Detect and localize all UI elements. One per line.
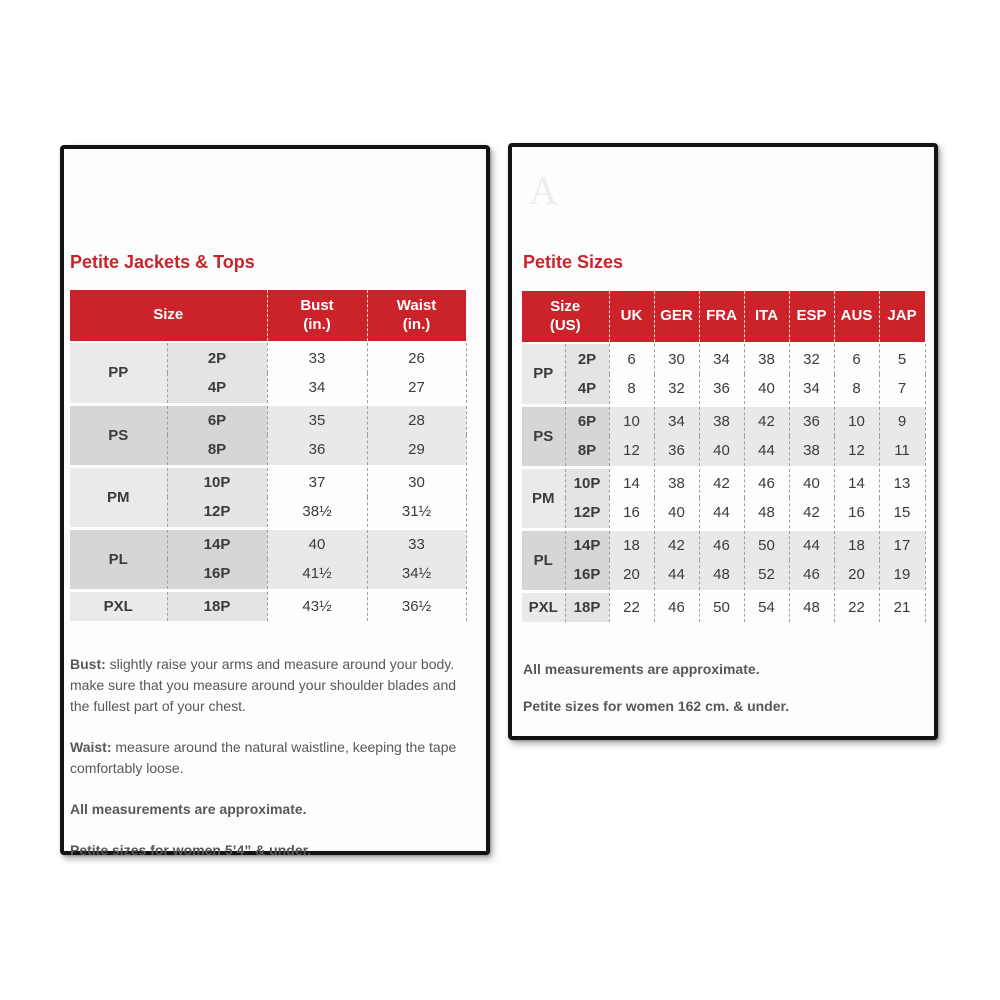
value-cell: 12 (609, 436, 654, 467)
value-cell: 26 (367, 342, 466, 373)
waist-note: Waist: measure around the natural waistline, keeping the tape comfortably loose. (70, 739, 457, 776)
value-cell: 50 (744, 529, 789, 560)
value-cell: 14 (834, 467, 879, 498)
value-cell: 50 (699, 591, 744, 622)
left-card-title: Petite Jackets & Tops (70, 252, 255, 272)
value-cell: 20 (834, 560, 879, 591)
table-row (522, 560, 925, 591)
value-cell: 5 (879, 343, 925, 374)
value-cell: 46 (654, 591, 699, 622)
value-cell: 10 (834, 405, 879, 436)
table-row (522, 467, 925, 498)
value-cell: 37 (267, 466, 367, 497)
size-cell: 8P (565, 436, 609, 467)
value-cell: 34 (699, 343, 744, 374)
value-cell: 40 (654, 498, 699, 529)
value-cell: 18 (834, 529, 879, 560)
value-cell: 14 (609, 467, 654, 498)
value-cell: 35 (267, 404, 367, 435)
watermark-letter: A (529, 168, 558, 213)
value-cell: 42 (699, 467, 744, 498)
table-row (70, 466, 466, 497)
size-cell: 6P (565, 405, 609, 436)
table-row (522, 436, 925, 467)
value-cell: 8 (609, 374, 654, 405)
table-row (70, 590, 466, 621)
value-cell: 32 (654, 374, 699, 405)
size-cell: 10P (167, 466, 267, 497)
value-cell: 44 (654, 560, 699, 591)
jackets-tops-table-header (70, 290, 466, 342)
value-cell: 22 (834, 591, 879, 622)
value-cell: 46 (744, 467, 789, 498)
petite-height-note: Petite sizes for women 5’4” & under. (70, 842, 312, 858)
value-cell: 38 (654, 467, 699, 498)
value-cell: 40 (789, 467, 834, 498)
value-cell: 44 (789, 529, 834, 560)
size-group-label: PP (522, 343, 565, 405)
size-cell: 8P (167, 435, 267, 466)
international-size-table (522, 291, 926, 622)
value-cell: 28 (367, 404, 466, 435)
value-cell: 34 (267, 373, 367, 404)
value-cell: 52 (744, 560, 789, 591)
value-cell: 38½ (267, 497, 367, 528)
value-cell: 43½ (267, 590, 367, 621)
table-row (522, 591, 925, 622)
value-cell: 16 (834, 498, 879, 529)
value-cell: 36 (789, 405, 834, 436)
col-header-size-us: Size (US) (522, 291, 609, 343)
right-card-notes (523, 659, 923, 733)
approximate-note: All measurements are approximate. (70, 801, 307, 817)
size-group-label: PS (522, 405, 565, 467)
value-cell: 36 (654, 436, 699, 467)
size-cell: 16P (167, 559, 267, 590)
value-cell: 38 (789, 436, 834, 467)
jackets-tops-size-table (70, 290, 467, 621)
value-cell: 29 (367, 435, 466, 466)
right-card-title: Petite Sizes (523, 252, 624, 272)
size-group-label: PM (70, 466, 167, 528)
table-row (70, 404, 466, 435)
value-cell: 46 (789, 560, 834, 591)
value-cell: 34 (789, 374, 834, 405)
value-cell: 15 (879, 498, 925, 529)
value-cell: 10 (609, 405, 654, 436)
value-cell: 34½ (367, 559, 466, 590)
value-cell: 36 (699, 374, 744, 405)
value-cell: 21 (879, 591, 925, 622)
petite-jackets-tops-card (60, 145, 490, 858)
value-cell: 9 (879, 405, 925, 436)
col-header-fra: FRA (699, 291, 744, 343)
size-group-label: PL (70, 528, 167, 590)
value-cell: 19 (879, 560, 925, 591)
size-cell: 14P (167, 528, 267, 559)
value-cell: 40 (744, 374, 789, 405)
petite-sizes-card (508, 143, 938, 740)
col-header-aus: AUS (834, 291, 879, 343)
value-cell: 27 (367, 373, 466, 404)
value-cell: 46 (699, 529, 744, 560)
value-cell: 44 (699, 498, 744, 529)
value-cell: 40 (699, 436, 744, 467)
left-card-notes (70, 654, 476, 881)
table-row (522, 498, 925, 529)
value-cell: 48 (744, 498, 789, 529)
international-table-header (522, 291, 925, 343)
size-cell: 18P (167, 590, 267, 621)
size-cell: 14P (565, 529, 609, 560)
value-cell: 30 (367, 466, 466, 497)
col-header-ger: GER (654, 291, 699, 343)
col-header-waist: Waist (in.) (367, 290, 466, 342)
table-row (70, 342, 466, 373)
value-cell: 20 (609, 560, 654, 591)
jackets-tops-table-body (70, 342, 466, 621)
international-table-body (522, 343, 925, 622)
col-header-jap: JAP (879, 291, 925, 343)
value-cell: 6 (609, 343, 654, 374)
table-row (522, 529, 925, 560)
value-cell: 40 (267, 528, 367, 559)
size-cell: 6P (167, 404, 267, 435)
size-group-label: PS (70, 404, 167, 466)
col-header-size: Size (70, 290, 267, 342)
value-cell: 7 (879, 374, 925, 405)
value-cell: 44 (744, 436, 789, 467)
value-cell: 11 (879, 436, 925, 467)
value-cell: 18 (609, 529, 654, 560)
value-cell: 48 (789, 591, 834, 622)
size-cell: 10P (565, 467, 609, 498)
value-cell: 17 (879, 529, 925, 560)
size-group-label: PL (522, 529, 565, 591)
value-cell: 42 (789, 498, 834, 529)
value-cell: 54 (744, 591, 789, 622)
value-cell: 33 (267, 342, 367, 373)
value-cell: 12 (834, 436, 879, 467)
table-row (70, 528, 466, 559)
value-cell: 6 (834, 343, 879, 374)
col-header-bust: Bust (in.) (267, 290, 367, 342)
value-cell: 32 (789, 343, 834, 374)
value-cell: 34 (654, 405, 699, 436)
size-cell: 18P (565, 591, 609, 622)
value-cell: 36½ (367, 590, 466, 621)
value-cell: 41½ (267, 559, 367, 590)
approximate-note: All measurements are approximate. (523, 661, 760, 677)
value-cell: 22 (609, 591, 654, 622)
value-cell: 36 (267, 435, 367, 466)
value-cell: 42 (744, 405, 789, 436)
col-header-uk: UK (609, 291, 654, 343)
header-row (522, 291, 925, 343)
value-cell: 30 (654, 343, 699, 374)
size-group-label: PP (70, 342, 167, 404)
value-cell: 8 (834, 374, 879, 405)
table-row (522, 374, 925, 405)
bust-note: Bust: slightly raise your arms and measure around your body. make sure that you measure around your shoulder blades and the fullest part of your chest. (70, 656, 457, 714)
petite-height-note: Petite sizes for women 162 cm. & under. (523, 698, 790, 714)
size-cell: 4P (565, 374, 609, 405)
value-cell: 13 (879, 467, 925, 498)
col-header-esp: ESP (789, 291, 834, 343)
value-cell: 42 (654, 529, 699, 560)
size-cell: 16P (565, 560, 609, 591)
table-row (522, 343, 925, 374)
value-cell: 33 (367, 528, 466, 559)
value-cell: 31½ (367, 497, 466, 528)
size-cell: 2P (565, 343, 609, 374)
size-cell: 12P (167, 497, 267, 528)
value-cell: 38 (744, 343, 789, 374)
value-cell: 38 (699, 405, 744, 436)
size-group-label: PXL (70, 590, 167, 621)
size-cell: 4P (167, 373, 267, 404)
value-cell: 16 (609, 498, 654, 529)
col-header-ita: ITA (744, 291, 789, 343)
table-row (522, 405, 925, 436)
header-row (70, 290, 466, 342)
size-cell: 2P (167, 342, 267, 373)
size-cell: 12P (565, 498, 609, 529)
size-group-label: PXL (522, 591, 565, 622)
value-cell: 48 (699, 560, 744, 591)
size-group-label: PM (522, 467, 565, 529)
